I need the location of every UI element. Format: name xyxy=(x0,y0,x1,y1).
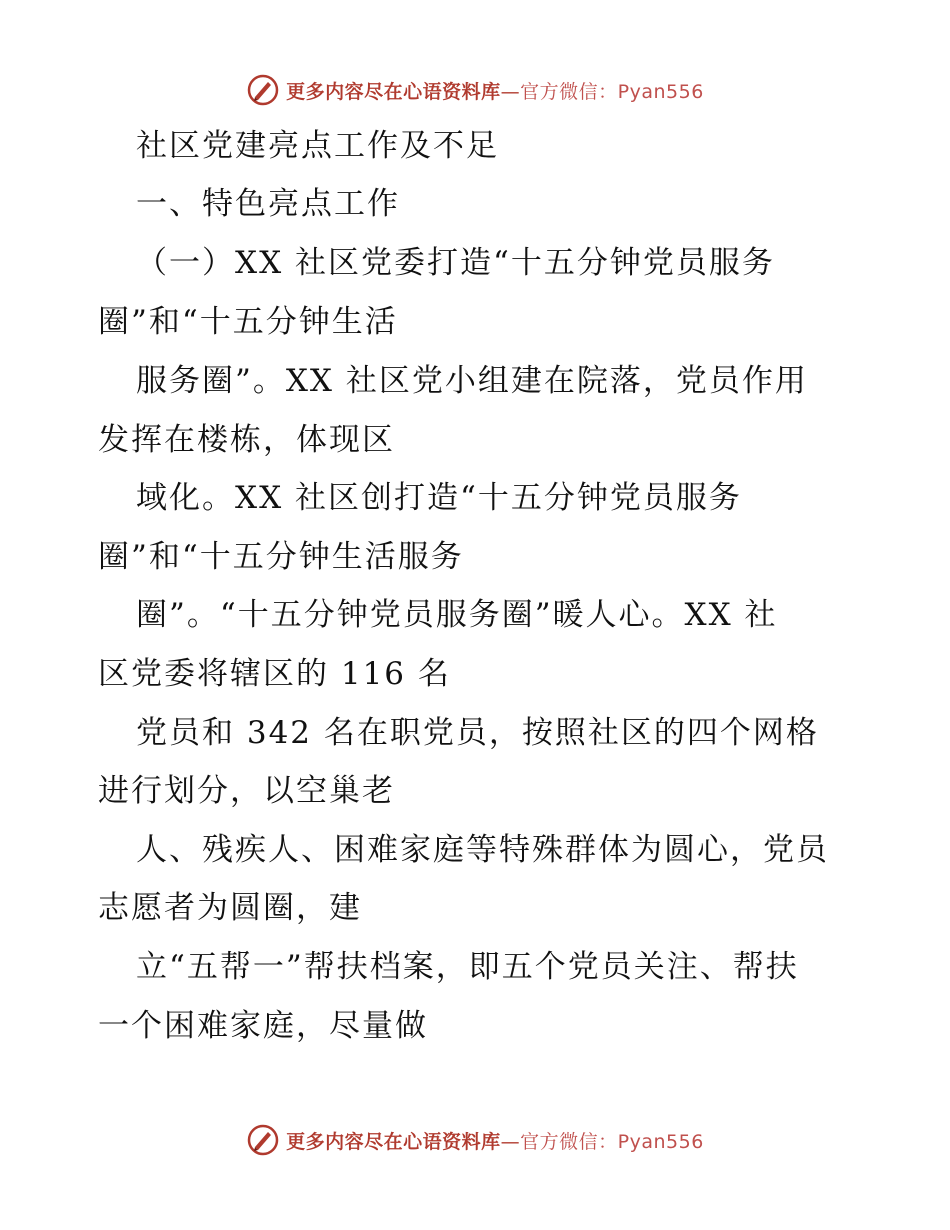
paragraph-line: （一）XX 社区党委打造“十五分钟党员服务 xyxy=(136,245,775,281)
watermark-text xyxy=(286,77,704,104)
paragraph-line: 区党委将辖区的 116 名 xyxy=(98,656,451,692)
paragraph-line: 一个困难家庭，尽量做 xyxy=(98,1008,428,1044)
paragraph-line: 圈”和“十五分钟生活 xyxy=(98,304,398,340)
watermark-dash: — xyxy=(500,1130,521,1153)
watermark-sub: 官方微信：Pyan556 xyxy=(520,1130,704,1153)
watermark-group xyxy=(246,1123,704,1157)
paragraph-line: 域化。XX 社区创打造“十五分钟党员服务 xyxy=(136,480,742,516)
paragraph-line: 发挥在楼栋，体现区 xyxy=(98,422,395,458)
pen-seal-icon xyxy=(246,1123,280,1157)
paragraph-line: 立“五帮一”帮扶档案，即五个党员关注、帮扶 xyxy=(136,949,799,985)
section-heading: 一、特色亮点工作 xyxy=(136,186,400,222)
footer-watermark xyxy=(0,1120,950,1160)
paragraph-line: 进行划分，以空巢老 xyxy=(98,773,395,809)
watermark-main: 更多内容尽在心语资料库 xyxy=(286,80,501,103)
watermark-text xyxy=(286,1127,704,1154)
header-watermark xyxy=(0,70,950,110)
paragraph-line: 志愿者为圆圈，建 xyxy=(98,890,362,926)
paragraph-line: 圈”。“十五分钟党员服务圈”暖人心。XX 社 xyxy=(136,597,778,633)
paragraph-line: 服务圈”。XX 社区党小组建在院落，党员作用 xyxy=(136,363,808,399)
doc-title: 社区党建亮点工作及不足 xyxy=(136,128,499,164)
watermark-sub: 官方微信：Pyan556 xyxy=(520,80,704,103)
paragraph-line: 人、残疾人、困难家庭等特殊群体为圆心，党员 xyxy=(136,832,829,868)
watermark-dash: — xyxy=(500,80,521,103)
paragraph-line: 圈”和“十五分钟生活服务 xyxy=(98,539,464,575)
paragraph-line: 党员和 342 名在职党员，按照社区的四个网格 xyxy=(136,715,819,751)
watermark-main: 更多内容尽在心语资料库 xyxy=(286,1130,501,1153)
watermark-group xyxy=(246,73,704,107)
pen-seal-icon xyxy=(246,73,280,107)
